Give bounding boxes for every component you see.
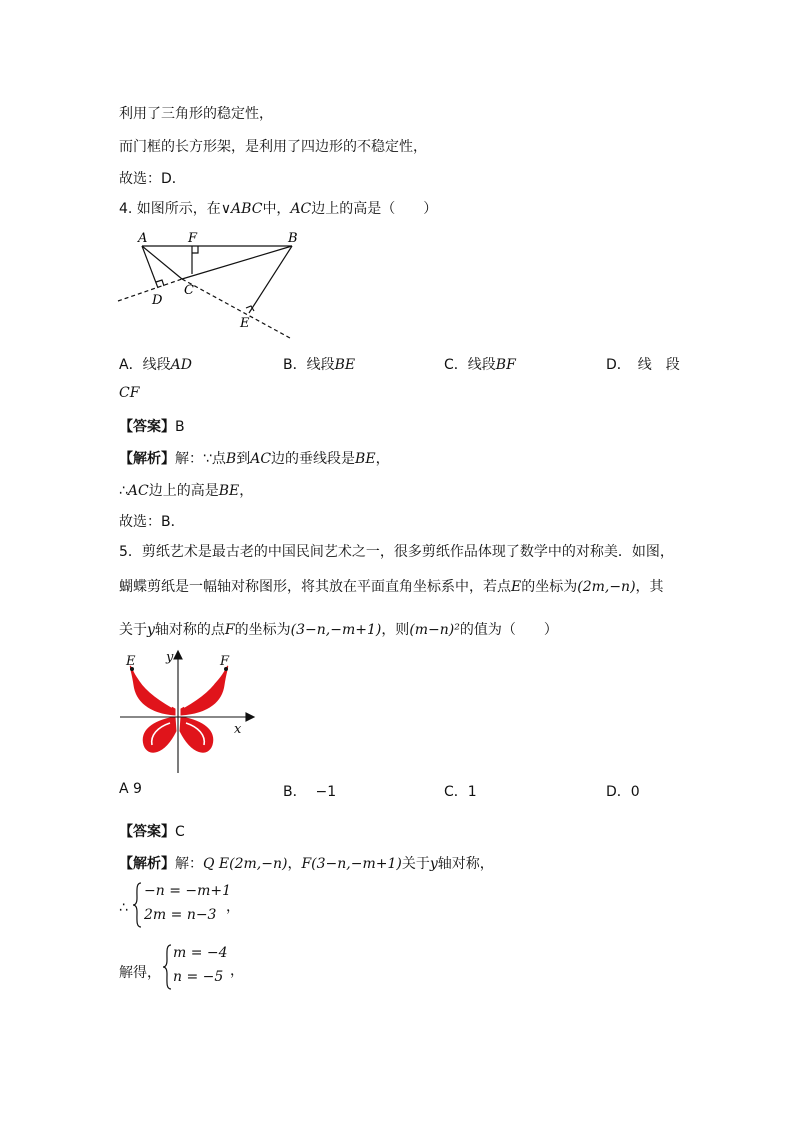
question-4-stem [119,198,437,218]
text-line-door-frame: 而门框的长方形架，是利用了四边形的不稳定性， [119,139,427,155]
q5-answer: 【答案】C [119,824,185,840]
extended-line-ce [182,279,290,338]
x-axis-arrow-icon [246,713,254,721]
label-e: E [240,316,250,331]
q4-option-a: A．线段AD [119,357,192,373]
q4-ac: AC [290,201,312,217]
y-axis-arrow-icon [174,651,182,659]
q5-option-c: C．1 [444,784,477,800]
system-1-eq-1: −n = −m+1 [144,883,232,899]
q4-suffix: 边上的高是（ ） [311,201,438,217]
q4-analysis-line-2: ∴AC边上的高是BE， [119,483,254,499]
q4-option-d: D． 线 段 [606,357,680,373]
butterfly-lower-right-wing [180,717,213,752]
question-5-line-3: 关于y轴对称的点F的坐标为(3−n,−m+1)，则(m−n)²的值为（ ） [119,622,558,638]
label-x-axis: x [234,722,242,737]
q4-mid: 中， [262,201,291,217]
butterfly-lower-left-wing [143,717,176,752]
left-brace-1 [132,882,142,928]
q5-option-b: B． −1 [283,784,337,800]
butterfly-upper-left-wing [130,666,175,715]
right-angle-mark-f [192,246,198,253]
text-line-choice-d: 故选：D． [119,171,186,187]
label-y-axis: y [166,650,174,665]
system-1-comma: ， [226,899,240,915]
label-f: F [188,231,198,246]
system-2-eq-2: n = −5 [173,969,224,985]
extended-line-ca [118,279,182,301]
label-f-point: F [220,654,230,669]
q5-analysis-line-1: 【解析】解：Q E(2m,−n)，F(3−n,−m+1)关于y轴对称， [119,856,494,872]
q5-option-d: D．0 [606,784,640,800]
label-d: D [152,293,163,308]
solve-label: 解得， [119,965,161,981]
label-c: C [184,283,194,298]
q4-answer: 【答案】B [119,419,185,435]
butterfly-upper-right-wing [181,666,228,715]
system-2-comma: ， [230,963,244,979]
q4-analysis-line-1: 【解析】解：∵点B到AC边的垂线段是BE， [119,451,390,467]
q4-triangle: ∨ABC [220,201,263,217]
segment-be [249,246,292,313]
q4-prefix: 4. 如图所示，在 [119,201,221,217]
q4-option-b: B．线段BE [283,357,356,373]
q4-analysis-line-3: 故选：B． [119,514,185,530]
butterfly-figure [118,645,258,775]
system-1-eq-2: 2m = n−3 [144,907,217,923]
question-5-line-2: 蝴蝶剪纸是一幅轴对称图形，将其放在平面直角坐标系中，若点E的坐标为(2m,−n)，其 [119,579,664,595]
label-b: B [288,231,298,246]
therefore-symbol: ∴ [119,900,128,916]
question-5-line-1: 5．剪纸艺术是最古老的中国民间艺术之一，很多剪纸作品体现了数学中的对称美．如图， [119,544,674,560]
system-2-eq-1: m = −4 [173,945,228,961]
left-brace-2 [162,944,172,990]
text-line-stability: 利用了三角形的稳定性， [119,106,273,122]
label-e-point: E [126,654,136,669]
q4-option-d-value: CF [119,385,140,401]
triangle-figure [112,226,302,344]
q4-option-c: C．线段BF [444,357,516,373]
q5-option-a: A 9 [119,781,142,797]
label-a: A [138,231,148,246]
